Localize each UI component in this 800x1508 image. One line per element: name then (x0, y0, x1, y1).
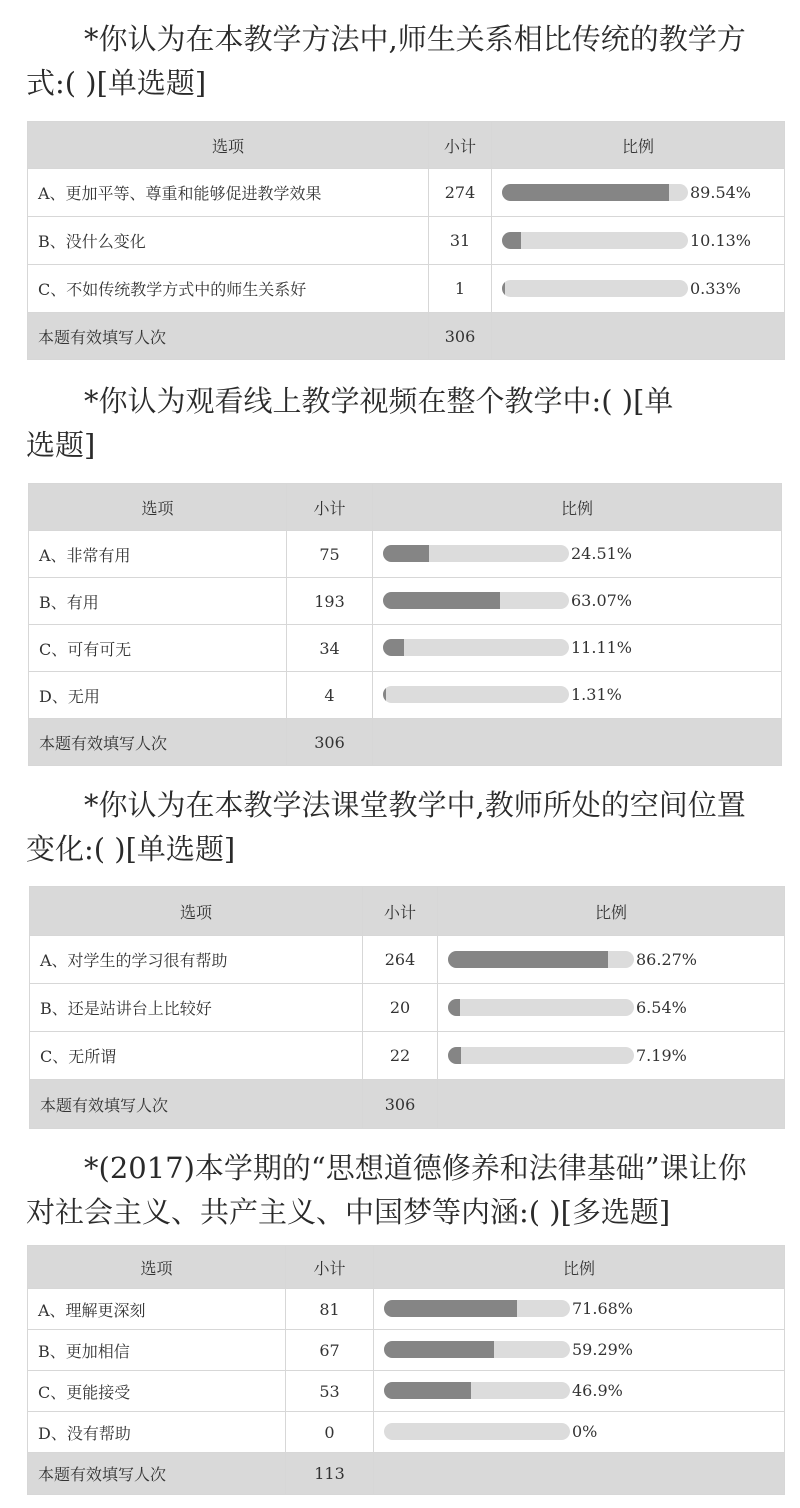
header-ratio: 比例 (492, 122, 785, 169)
header-ratio: 比例 (373, 484, 782, 531)
header-count: 小计 (363, 887, 438, 936)
option-count: 20 (363, 984, 438, 1032)
header-count: 小计 (429, 122, 492, 169)
progress-fill (383, 639, 404, 656)
header-ratio: 比例 (438, 887, 785, 936)
progress-fill (384, 1382, 471, 1399)
option-percent: 63.07% (571, 591, 633, 610)
option-label: A、非常有用 (29, 531, 287, 578)
option-label: A、理解更深刻 (28, 1289, 286, 1330)
progress-fill (448, 1047, 461, 1064)
option-count: 4 (287, 672, 373, 719)
table-row (28, 1371, 785, 1412)
option-label: B、更加相信 (28, 1330, 286, 1371)
progress-fill (448, 951, 608, 968)
progress-fill (383, 545, 429, 562)
progress-bar (448, 1047, 634, 1064)
total-count: 306 (429, 313, 492, 360)
progress-bar (384, 1341, 570, 1358)
total-count: 306 (363, 1080, 438, 1129)
option-percent: 0.33% (690, 278, 741, 298)
table-row (28, 1412, 785, 1453)
option-label: C、可有可无 (29, 625, 287, 672)
header-option: 选项 (28, 122, 429, 169)
total-empty (373, 719, 782, 766)
option-ratio (373, 531, 782, 578)
total-empty (492, 313, 785, 360)
option-count: 22 (363, 1032, 438, 1080)
table-row (29, 578, 782, 625)
option-ratio (492, 169, 785, 217)
option-label: C、更能接受 (28, 1371, 286, 1412)
option-ratio (374, 1371, 785, 1412)
total-row (28, 1453, 785, 1495)
table-row (28, 1330, 785, 1371)
progress-bar (383, 639, 569, 656)
question-2-title (26, 379, 673, 467)
question-1-table (27, 121, 785, 360)
progress-bar (448, 999, 634, 1016)
option-ratio (492, 265, 785, 313)
option-percent: 6.54% (636, 997, 687, 1017)
option-ratio (438, 1032, 785, 1080)
option-percent: 71.68% (572, 1299, 634, 1318)
progress-fill (384, 1300, 517, 1317)
question-title-line: 式:( )[单选题] (26, 66, 207, 100)
progress-fill (502, 280, 505, 297)
total-label: 本题有效填写人次 (28, 313, 429, 360)
option-ratio (438, 936, 785, 984)
progress-bar (384, 1300, 570, 1317)
option-percent: 46.9% (572, 1381, 623, 1400)
question-title-line: 选题] (26, 428, 96, 462)
option-ratio (374, 1412, 785, 1453)
progress-fill (502, 184, 669, 201)
option-count: 264 (363, 936, 438, 984)
option-percent: 59.29% (572, 1340, 634, 1359)
option-percent: 24.51% (571, 544, 633, 563)
table-row (28, 217, 785, 265)
option-label: A、对学生的学习很有帮助 (30, 936, 363, 984)
header-option: 选项 (28, 1246, 286, 1289)
progress-fill (448, 999, 460, 1016)
option-percent: 11.11% (571, 638, 633, 657)
option-percent: 89.54% (690, 182, 752, 202)
progress-fill (502, 232, 521, 249)
question-4-table (27, 1245, 785, 1495)
progress-bar (502, 232, 688, 249)
progress-bar (502, 280, 688, 297)
option-percent: 10.13% (690, 230, 752, 250)
option-ratio (373, 578, 782, 625)
option-label: D、无用 (29, 672, 287, 719)
progress-bar (502, 184, 688, 201)
option-count: 81 (286, 1289, 374, 1330)
question-3-table (29, 886, 785, 1129)
progress-bar (383, 686, 569, 703)
total-row (30, 1080, 785, 1129)
option-percent: 0% (572, 1422, 598, 1441)
total-row (28, 313, 785, 360)
question-1-title (26, 17, 746, 105)
progress-fill (383, 592, 500, 609)
option-percent: 7.19% (636, 1045, 687, 1065)
option-count: 31 (429, 217, 492, 265)
option-ratio (492, 217, 785, 265)
header-count: 小计 (286, 1246, 374, 1289)
option-ratio (438, 984, 785, 1032)
option-count: 193 (287, 578, 373, 625)
option-label: D、没有帮助 (28, 1412, 286, 1453)
total-label: 本题有效填写人次 (28, 1453, 286, 1495)
option-ratio (374, 1289, 785, 1330)
total-label: 本题有效填写人次 (29, 719, 287, 766)
total-label: 本题有效填写人次 (30, 1080, 363, 1129)
option-ratio (373, 672, 782, 719)
question-4-title (26, 1146, 747, 1234)
progress-bar (448, 951, 634, 968)
option-count: 34 (287, 625, 373, 672)
table-row (30, 936, 785, 984)
option-label: C、无所谓 (30, 1032, 363, 1080)
question-title-line: *(2017)本学期的“思想道德修养和法律基础”课让你 (84, 1151, 747, 1185)
option-ratio (374, 1330, 785, 1371)
option-percent: 86.27% (636, 949, 698, 969)
question-title-line: *你认为在本教学法课堂教学中,教师所处的空间位置 (84, 788, 746, 822)
question-title-line: 变化:( )[单选题] (26, 832, 236, 866)
option-count: 53 (286, 1371, 374, 1412)
progress-bar (383, 545, 569, 562)
question-2-table (28, 483, 782, 766)
header-option: 选项 (29, 484, 287, 531)
total-count: 113 (286, 1453, 374, 1495)
progress-fill (384, 1341, 494, 1358)
option-label: B、有用 (29, 578, 287, 625)
option-count: 0 (286, 1412, 374, 1453)
option-ratio (373, 625, 782, 672)
total-empty (438, 1080, 785, 1129)
table-row (28, 265, 785, 313)
option-count: 1 (429, 265, 492, 313)
option-label: C、不如传统教学方式中的师生关系好 (28, 265, 429, 313)
progress-bar (383, 592, 569, 609)
option-percent: 1.31% (571, 685, 622, 704)
header-option: 选项 (30, 887, 363, 936)
table-row (29, 531, 782, 578)
question-3-title (26, 783, 746, 871)
header-ratio: 比例 (374, 1246, 785, 1289)
progress-fill (383, 686, 386, 703)
option-label: A、更加平等、尊重和能够促进教学效果 (28, 169, 429, 217)
option-count: 67 (286, 1330, 374, 1371)
question-title-line: 对社会主义、共产主义、中国梦等内涵:( )[多选题] (26, 1195, 671, 1229)
option-count: 75 (287, 531, 373, 578)
total-row (29, 719, 782, 766)
option-count: 274 (429, 169, 492, 217)
header-count: 小计 (287, 484, 373, 531)
table-row (28, 1289, 785, 1330)
table-row (30, 1032, 785, 1080)
question-title-line: *你认为在本教学方法中,师生关系相比传统的教学方 (84, 22, 746, 56)
option-label: B、没什么变化 (28, 217, 429, 265)
table-row (28, 169, 785, 217)
progress-bar (384, 1423, 570, 1440)
progress-bar (384, 1382, 570, 1399)
total-empty (374, 1453, 785, 1495)
option-label: B、还是站讲台上比较好 (30, 984, 363, 1032)
question-title-line: *你认为观看线上教学视频在整个教学中:( )[单 (84, 384, 674, 418)
table-row (29, 672, 782, 719)
table-row (29, 625, 782, 672)
table-row (30, 984, 785, 1032)
total-count: 306 (287, 719, 373, 766)
